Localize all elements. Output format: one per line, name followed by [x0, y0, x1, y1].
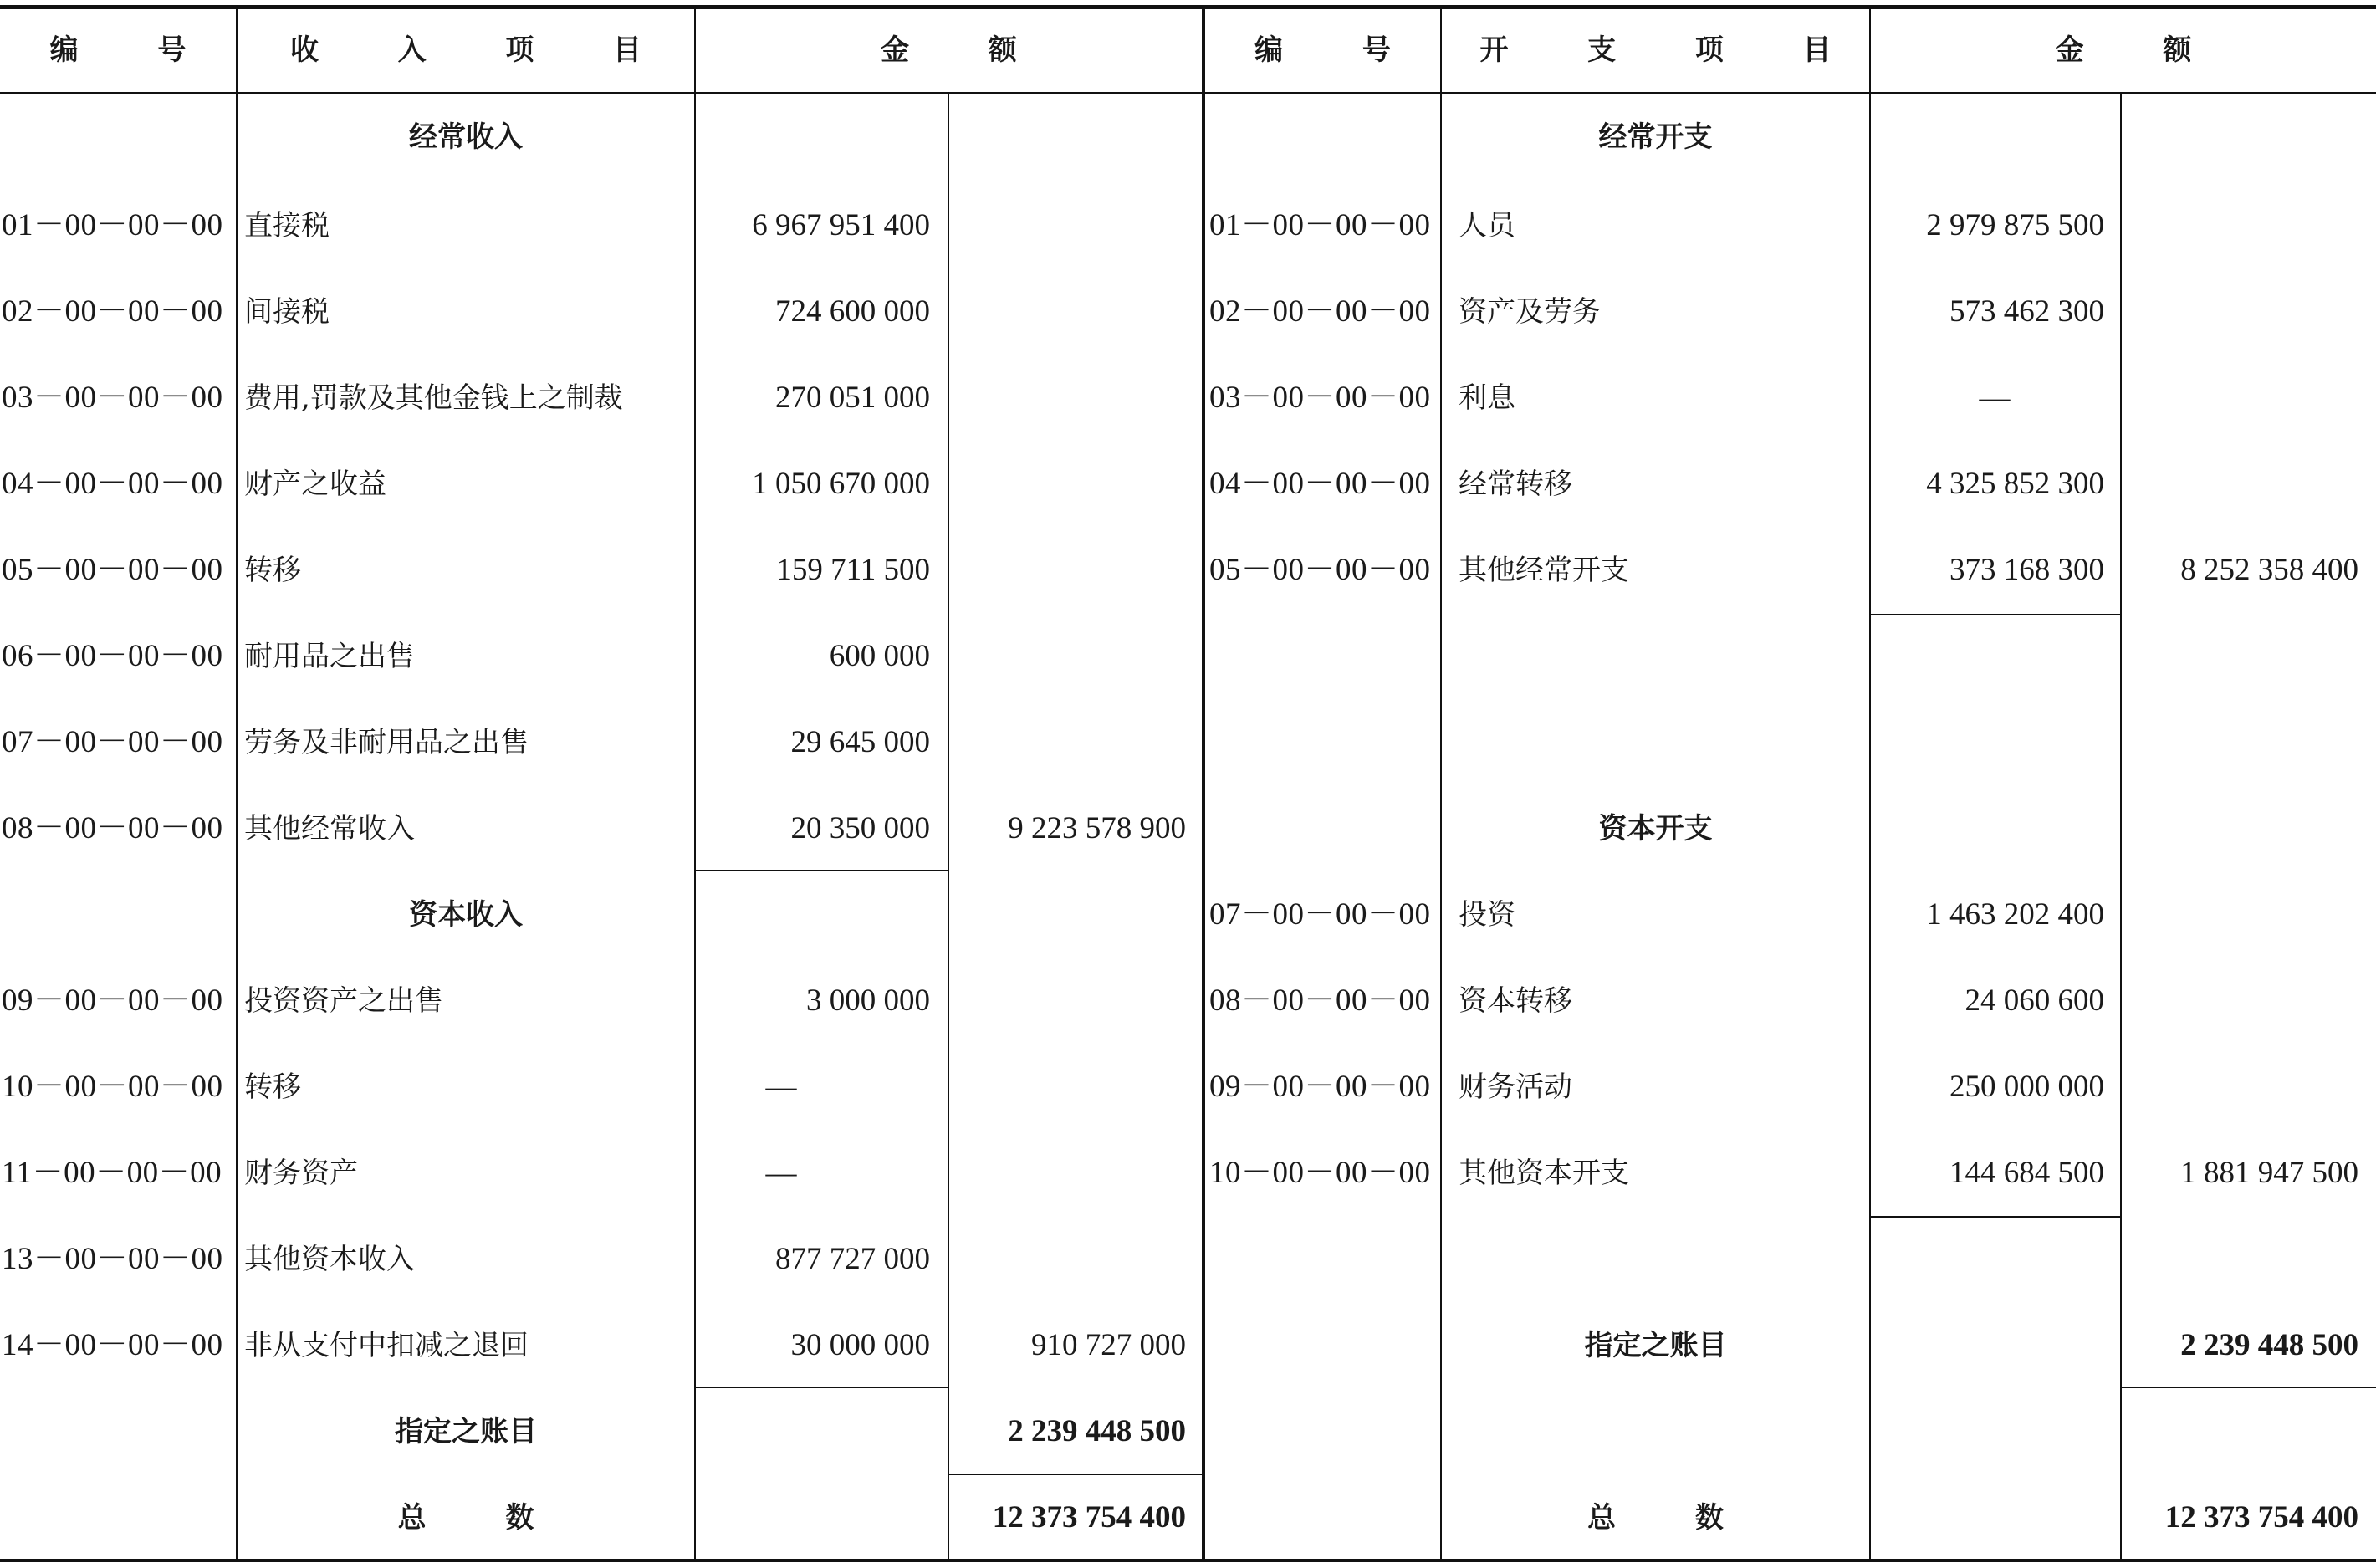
income-row-3-code: 03－00－00－00: [2, 381, 223, 415]
income-row-10-item: 转移: [244, 1070, 301, 1104]
income-row-13-item: 非从支付中扣减之退回: [244, 1329, 529, 1362]
income-row-3-item: 费用,罚款及其他金钱上之制裁: [244, 381, 623, 415]
income-row-9-code: 09－00－00－00: [2, 983, 223, 1018]
income-row-13-code: 14－00－00－00: [2, 1328, 223, 1362]
header-expense-amount-text: 金 额: [2055, 33, 2192, 67]
expense-row-1-amount: 2 979 875 500: [1926, 208, 2104, 243]
income-row-7-amount: 29 645 000: [790, 725, 930, 759]
income-row-1-amount: 6 967 951 400: [752, 208, 930, 243]
expense-designated-label: 指定之账目: [1584, 1329, 1727, 1362]
income-row-12-code: 13－00－00－00: [2, 1242, 223, 1276]
income-row-5-amount: 159 711 500: [776, 553, 930, 587]
income-row-4-item: 财产之收益: [244, 467, 386, 501]
expense-row-2-item: 资产及劳务: [1459, 295, 1601, 329]
income-row-8-amount: 20 350 000: [790, 811, 930, 845]
expense-row-3-code: 03－00－00－00: [1209, 381, 1431, 415]
income-row-2-item: 间接税: [244, 295, 330, 329]
income-row-10-code: 10－00－00－00: [2, 1070, 223, 1104]
income-row-6-item: 耐用品之出售: [244, 640, 415, 673]
income-row-11-amount: —: [765, 1156, 797, 1190]
income-row-11-code: 11－00－00－00: [2, 1156, 222, 1190]
income-row-8-code: 08－00－00－00: [2, 811, 223, 845]
income-row-9-item: 投资资产之出售: [244, 984, 443, 1018]
expense-row-5-item: 其他经常开支: [1459, 554, 1629, 587]
income-row-10-amount: —: [765, 1070, 797, 1104]
expense-row-2-code: 02－00－00－00: [1209, 294, 1431, 329]
income-row-12-item: 其他资本收入: [244, 1243, 415, 1276]
expense-row-4-code: 04－00－00－00: [1209, 467, 1431, 501]
expense-total-label: 总 数: [1587, 1501, 1724, 1535]
income-row-6-amount: 600 000: [829, 639, 930, 673]
vline-income-amount-split: [948, 94, 949, 1560]
rule-expense-designated: [2121, 1387, 2376, 1388]
expense-row-3-amount: —: [1979, 381, 2011, 415]
header-expense-item: [1442, 17, 1869, 84]
expense-row-7-code: 08－00－00－00: [1209, 983, 1431, 1018]
income-current-total: 9 223 578 900: [1008, 811, 1186, 845]
income-row-12-amount: 877 727 000: [775, 1242, 930, 1276]
vline-expense-amount-split: [2120, 94, 2122, 1560]
expense-row-9-amount: 144 684 500: [1949, 1156, 2104, 1190]
expense-row-5-code: 05－00－00－00: [1209, 553, 1431, 587]
expense-row-4-amount: 4 325 852 300: [1926, 467, 2104, 501]
expense-section-capital: 资本开支: [1598, 812, 1713, 845]
income-row-1-code: 01－00－00－00: [2, 208, 223, 243]
header-income-amount: [696, 17, 1202, 84]
income-capital-total: 910 727 000: [1031, 1328, 1186, 1362]
income-row-13-amount: 30 000 000: [790, 1328, 930, 1362]
expense-designated-amount: 2 239 448 500: [2180, 1328, 2358, 1362]
expense-row-2-amount: 573 462 300: [1949, 294, 2104, 329]
vline-income-code: [236, 7, 238, 1560]
header-income-item-text: 收 入 项 目: [289, 33, 642, 67]
expense-row-5-amount: 373 168 300: [1949, 553, 2104, 587]
income-row-3-amount: 270 051 000: [775, 381, 930, 415]
vline-center-divider: [1202, 7, 1205, 1560]
expense-grand-total: 12 373 754 400: [2164, 1500, 2358, 1535]
rule-income-capital-subtotal: [695, 1387, 948, 1388]
expense-section-current: 经常开支: [1598, 120, 1713, 154]
expense-row-8-item: 财务活动: [1459, 1070, 1572, 1104]
rule-income-designated: [948, 1474, 1202, 1475]
income-row-7-code: 07－00－00－00: [2, 725, 223, 759]
header-income-code: [0, 17, 236, 84]
expense-current-total: 8 252 358 400: [2180, 553, 2358, 587]
expense-capital-total: 1 881 947 500: [2180, 1156, 2358, 1190]
income-row-2-code: 02－00－00－00: [2, 294, 223, 329]
income-row-4-amount: 1 050 670 000: [752, 467, 930, 501]
vline-expense-item: [1869, 7, 1871, 1560]
expense-row-1-item: 人员: [1459, 209, 1515, 243]
expense-row-6-amount: 1 463 202 400: [1926, 897, 2104, 932]
rule-income-current-subtotal: [695, 870, 948, 871]
header-expense-amount: [1871, 17, 2376, 84]
header-income-code-text: 编 号: [49, 33, 187, 67]
income-section-capital: 资本收入: [409, 898, 523, 932]
rule-expense-capital-subtotal: [1870, 1216, 2121, 1218]
rule-expense-current-subtotal: [1870, 614, 2121, 615]
income-grand-total: 12 373 754 400: [992, 1500, 1186, 1535]
expense-row-8-amount: 250 000 000: [1949, 1070, 2104, 1104]
top-rule: [0, 5, 2376, 9]
expense-row-7-item: 资本转移: [1459, 984, 1572, 1018]
expense-row-8-code: 09－00－00－00: [1209, 1070, 1431, 1104]
income-row-6-code: 06－00－00－00: [2, 639, 223, 673]
bottom-rule: [0, 1559, 2376, 1562]
income-designated-amount: 2 239 448 500: [1008, 1414, 1186, 1448]
vline-income-item: [694, 7, 696, 1560]
expense-row-9-code: 10－00－00－00: [1209, 1156, 1431, 1190]
header-income-amount-text: 金 额: [881, 33, 1017, 67]
income-row-11-item: 财务资产: [244, 1157, 358, 1190]
expense-row-6-item: 投资: [1459, 898, 1515, 932]
header-expense-item-text: 开 支 项 目: [1479, 33, 1832, 67]
expense-row-3-item: 利息: [1459, 381, 1515, 415]
income-row-7-item: 劳务及非耐用品之出售: [244, 726, 529, 759]
header-expense-code: [1205, 17, 1440, 84]
income-row-4-code: 04－00－00－00: [2, 467, 223, 501]
expense-row-6-code: 07－00－00－00: [1209, 897, 1431, 932]
expense-row-9-item: 其他资本开支: [1459, 1157, 1629, 1190]
income-row-5-item: 转移: [244, 554, 301, 587]
income-total-label: 总 数: [397, 1501, 534, 1535]
income-row-5-code: 05－00－00－00: [2, 553, 223, 587]
header-expense-code-text: 编 号: [1254, 33, 1391, 67]
income-section-current: 经常收入: [409, 120, 523, 154]
expense-row-1-code: 01－00－00－00: [1209, 208, 1431, 243]
income-designated-label: 指定之账目: [395, 1415, 537, 1448]
income-row-8-item: 其他经常收入: [244, 812, 415, 845]
expense-row-7-amount: 24 060 600: [1965, 983, 2104, 1018]
income-row-9-amount: 3 000 000: [806, 983, 930, 1018]
expense-row-4-item: 经常转移: [1459, 467, 1572, 501]
income-row-2-amount: 724 600 000: [775, 294, 930, 329]
header-income-item: [238, 17, 694, 84]
income-row-1-item: 直接税: [244, 209, 330, 243]
header-rule: [0, 92, 2376, 94]
